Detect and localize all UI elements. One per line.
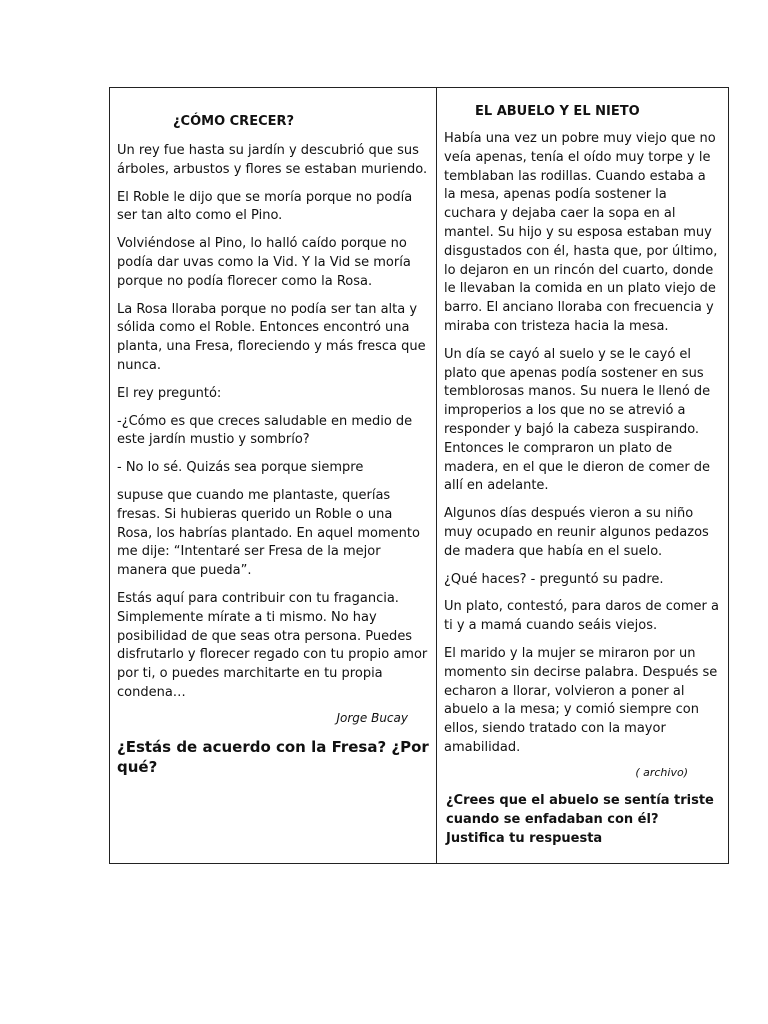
paragraph: El marido y la mujer se miraron por un momento sin decirse palabra. Después se echaron a llorar, volvieron a poner al abuelo a la mesa; y comió siempre con ellos, siendo tratado con la mayor amabilidad. <box>444 645 718 755</box>
left-column <box>110 88 437 863</box>
paragraph: El Roble le dijo que se moría porque no podía ser tan alto como el Pino. <box>117 189 413 224</box>
paragraph: Había una vez un pobre muy viejo que no veía apenas, tenía el oído muy torpe y le temblaban las rodillas. Cuando estaba a la mesa, apenas podía sostener la cuchara y dejaba caer la sopa en al mantel. Su hijo y su esposa estaban muy disgustados con él, hasta que, por último, lo dejaron en un rincón del cuarto, donde le llevaban la comida en un plato viejo de barro. El anciano lloraba con frecuencia y miraba con tristeza hacia la mesa. <box>444 131 718 334</box>
paragraph: - No lo sé. Quizás sea porque siempre <box>117 460 364 476</box>
paragraph: Un rey fue hasta su jardín y descubrió que sus árboles, arbustos y flores se estaban muriendo. <box>117 143 428 177</box>
paragraph: Un plato, contestó, para daros de comer a ti y a mamá cuando seáis viejos. <box>444 599 719 634</box>
paragraph: Algunos días después vieron a su niño muy ocupado en reunir algunos pedazos de madera que había en el suelo. <box>444 506 709 559</box>
right-column <box>437 88 728 863</box>
story-table <box>109 87 729 864</box>
story-title-como-crecer: ¿CÓMO CRECER? <box>173 114 295 129</box>
paragraph: El rey preguntó: <box>117 385 222 401</box>
paragraph: ¿Qué haces? - preguntó su padre. <box>444 571 664 587</box>
author-signature: Jorge Bucay <box>336 710 408 725</box>
paragraph: Un día se cayó al suelo y se le cayó el plato que apenas podía sostener en sus temblorosas manos. Su nuera le llenó de improperios a los que no se atrevió a responder y bajó la cabeza suspirando. Entonces le compraron un plato de madera, en el que le dieron de comer de allí en adelante. <box>444 346 711 494</box>
paragraph: -¿Cómo es que creces saludable en medio de este jardín mustio y sombrío? <box>117 413 413 448</box>
source-note: ( archivo) <box>635 765 688 779</box>
story-title-abuelo-nieto: EL ABUELO Y EL NIETO <box>475 104 640 119</box>
question-prompt: ¿Estás de acuerdo con la Fresa? ¿Por qué? <box>117 737 429 776</box>
paragraph: La Rosa lloraba porque no podía ser tan alta y sólida como el Roble. Entonces encontró una planta, una Fresa, floreciendo y más fresca que nunca. <box>117 301 426 373</box>
paragraph: supuse que cuando me plantaste, querías fresas. Si hubieras querido un Roble o una Rosa, los habrías plantado. En aquel momento me dije: “Intentaré ser Fresa de la mejor manera que pueda”. <box>117 487 420 579</box>
question-prompt: ¿Crees que el abuelo se sentía triste cuando se enfadaban con él? Justifica tu respuesta <box>446 792 714 846</box>
paragraph: Estás aquí para contribuir con tu fragancia. Simplemente mírate a ti mismo. No hay posibilidad de que seas otra persona. Puedes disfrutarlo y florecer regado con tu propio amor por ti, o puedes marchitarte en tu propia condena… <box>117 590 428 700</box>
paragraph: Volviéndose al Pino, lo halló caído porque no podía dar uvas como la Vid. Y la Vid se moría porque no podía florecer como la Rosa. <box>117 236 411 289</box>
